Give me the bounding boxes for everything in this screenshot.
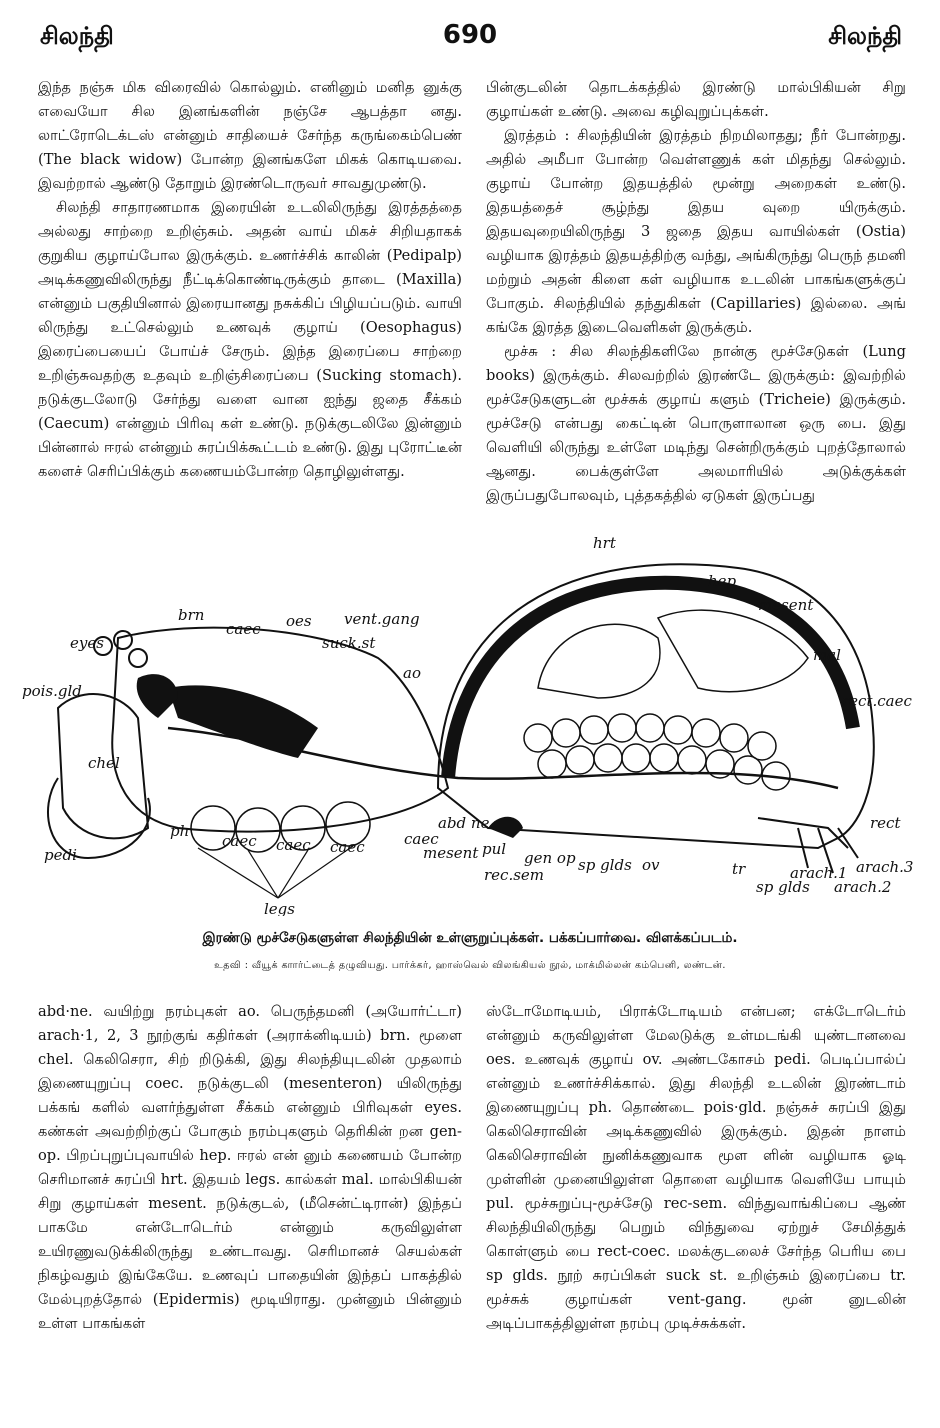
legend-text-left: abd·ne. வயிற்று நரம்புகள் ao. பெருந்தமனி (அயோர்ட்டா) arach·1, 2, 3 நூற்குங் கதிர்கள் (அராக்னிடியம்) brn. மூளை chel. கெலிசெரா, சிற் றிடுக்கி, இது சிலந்தியுடலின் முதலாம் இணையுறுப்பு coec. நடுக்குடலி (mesenteron) யிலிருந்து பக்கங் களில் வளர்ந்துள்ள சீக்கம் என்னும் பிரிவுகள் eyes. கண்கள் அவற்றிற்குப் போகும் நரம்புகளும் தெரிகின் றன gen-op. பிறப்புறுப்புவாயில் hep. ஈரல் என் னும் கணையம் போன்ற செரிமானச் சுரப்பி hrt. இதயம் legs. கால்கள் mal. மால்பிகியன் சிறு குழாய்கள் mesent. நடுக்குடல், (மீசென்ட்டிரான்) இந்தப் பாகமே என்டோடெர்ம் என்னும் கருவிலுள்ள உயிரணுவடுக்கிலிருந்து உண்டாவது. செரிமானச் செயல்கள் நிகழ்வதும் இங்கேயே. உணவுப் பாதையின் இந்தப் பாகத்தில் மேல்புறத்தோல் (Epidermis) மூடியிராது. முன்னும் பின்னும் உள்ள பாகங்கள்	[38, 1003, 462, 1332]
label-suck-st: suck.st	[322, 634, 376, 652]
label-ov: ov	[642, 856, 660, 874]
label-hep: hep	[708, 572, 737, 590]
legend-column-right	[486, 1000, 906, 1336]
label-caec-4: caec	[404, 830, 439, 848]
label-rect: rect	[870, 814, 901, 832]
label-pedi: pedi	[44, 846, 77, 864]
label-rec-sem: rec.sem	[484, 866, 545, 884]
running-header-left: சிலந்தி	[40, 22, 114, 50]
label-caec-3: caec	[330, 838, 365, 856]
label-tr: tr	[732, 860, 746, 878]
column-top-right	[486, 76, 906, 508]
paragraph-feeding: சிலந்தி சாதாரணமாக இரையின் உடலிலிருந்து இரத்தத்தை அல்லது சாற்றை உறிஞ்சும். அதன் வாய் மிகச் சிறியதாகக் குறுகிய குழாய்போல இருக்கும். உணர்ச்சிக் காலின் (Pedipalp) அடிக்கணுவிலிருந்து நீட்டிக்கொண்டிருக்கும் தாடை (Maxilla) என்னும் பகுதியினால் இரையானது நசுக்கிப் பிழியப்படும். வாயி லிருந்து உட்செல்லும் உணவுக் குழாய் (Oesophagus) இரைப்பையைப் போய்ச் சேரும். இந்த இரைப்பை சாற்றை உறிஞ்சுவதற்கு உதவும் உறிஞ்சிரைப்பை (Sucking stomach). நடுக்குடலோடு சேர்ந்து வளை வான ஐந்து ஜதை சீக்கம் (Caecum) என்னும் பிரிவு கள் உண்டு. நடுக்குடலிலே இன்னும் பின்னால் ஈரல் என்னும் சுரப்பிக்கூட்டம் உண்டு. இது புரோட்டீன் களைச் செரிப்பிக்கும் கணையம்போன்ற தொழிலுள்ளது.	[38, 199, 462, 480]
label-abd-ne: abd ne	[438, 814, 490, 832]
paragraph-respiration: மூச்சு : சில சிலந்திகளிலே நான்கு மூச்சேடுகள் (Lung books) இருக்கும். சிலவற்றில் இரண்டே இருக்கும்: இவற்றில் மூச்சேடுகளுடன் மூச்சுக் குழாய் களும் (Tricheie) இருக்கும். மூச்சேடு என்பது கைட்டின் பொருளாலான ஒரு பை. இது வெளியி லிருந்து உள்ளே மடிந்து சென்றிருக்கும் புறத்தோலால் ஆனது. பைக்குள்ளே அலமாரியில் அடுக்குக்கள் இருப்பதுபோலவும், புத்தகத்தில் ஏடுகள் இருப்பது	[486, 343, 906, 504]
label-pois-gld: pois.gld	[22, 682, 82, 700]
label-caec-2: caec	[276, 836, 311, 854]
label-sp-glds-1: sp glds	[578, 856, 632, 874]
label-legs: legs	[264, 900, 295, 916]
label-sp-glds-2: sp glds	[756, 878, 810, 896]
label-vent-gang: vent.gang	[344, 610, 420, 628]
label-arach1: arach.1	[790, 864, 848, 882]
label-gen-op: gen op	[524, 849, 576, 867]
label-ph: ph	[170, 822, 190, 840]
running-header-right: சிலந்தி	[828, 22, 902, 50]
label-caec-1: caec	[222, 832, 257, 850]
label-mesent-low: mesent	[423, 844, 479, 862]
label-mesent-top: mesent	[758, 596, 814, 614]
label-rect-caec: rect.caec	[842, 692, 912, 710]
label-caec-top: caec	[226, 620, 261, 638]
spider-anatomy-diagram	[18, 528, 924, 916]
label-ao: ao	[403, 664, 421, 682]
paragraph-venom: இந்த நஞ்சு மிக விரைவில் கொல்லும். எனினும் மனித னுக்கு எவையோ சில இனங்களின் நஞ்சே ஆபத்தா னது. லாட்ரோடெக்டஸ் என்னும் சாதியைச் சேர்ந்த கருங்கைம்பெண் (The black widow) போன்ற இனங்களே மிகக் கொடியவை. இவற்றால் ஆண்டு தோறும் இரண்டொருவர் சாவதுமுண்டு.	[38, 79, 462, 192]
label-brn: brn	[178, 606, 205, 624]
paragraph-blood: இரத்தம் : சிலந்தியின் இரத்தம் நிறமிலாதது; நீர் போன்றது. அதில் அமீபா போன்ற வெள்ளணுக் கள் மிதந்து செல்லும். குழாய் போன்ற இதயத்தில் மூன்று அறைகள் உண்டு. இதயத்தைச் சூழ்ந்து இதய வுறை யிருக்கும். இதயவுறையிலிருந்து 3 ஜதை இதய வாயில்கள் (Ostia) வழியாக இரத்தம் இதயத்திற்கு வந்து, அங்கிருந்து பெருந் தமனி மற்றும் அதன் கிளை கள் வழியாக உடலின் பாகங்களுக்குப் போகும். சிலந்தியில் தந்துகிகள் (Capillaries) இல்லை. அங் கங்கே இரத்த இடைவெளிகள் இருக்கும்.	[486, 127, 906, 336]
figure-credit: உதவி : வீயூக் காார்ட்டைத் தழுவியது. பார்க்கர், ஹாஸ்வெல் விலங்கியல் நூல், மாக்மில்லன் கம்பெனி, லண்டன்.	[214, 960, 726, 971]
label-hrt: hrt	[593, 534, 616, 552]
label-arach2: arach.2	[834, 878, 892, 896]
label-pul: pul	[482, 840, 507, 858]
label-chel: chel	[88, 754, 120, 772]
label-arach3: arach.3	[856, 858, 914, 876]
legend-text-right: ஸ்டோமோடியம், பிராக்டோடியம் என்பன; எக்டோடெர்ம் என்னும் கருவிலுள்ள மேலடுக்கு உள்மடங்கி யுண்டானவை oes. உணவுக் குழாய் ov. அண்டகோசம் pedi. பெடிப்பால்ப் என்னும் உணர்ச்சிக்கால். இது சிலந்தி உடலின் இரண்டாம் இணையுறுப்பு ph. தொண்டை pois·gld. நஞ்சுச் சுரப்பி இது கெலிசெராவின் அடிக்கணுவில் இருக்கும். இதன் நாளம் கெலிசெராவின் நுனிக்கணுவாக மூள ளின் வழியாக ஓடி முள்ளின் முனையிலுள்ள தொளை வழியாக வெளியே பாயும் pul. மூச்சுறுப்பு-மூச்சேடு rec-sem. விந்துவாங்கிப்பை ஆண் சிலந்தியிலிருந்து பெறும் விந்துவை ஏற்றுச் சேமித்துக் கொள்ளும் பை rect-coec. மலக்குடலைச் சேர்ந்த பெரிய பை sp glds. நூற் சுரப்பிகள் suck st. உறிஞ்சும் இரைப்பை tr. மூச்சுக் குழாய்கள் vent-gang. மூன் னுடலின் அடிப்பாகத்திலுள்ள நரம்பு முடிச்சுக்கள்.	[486, 1003, 906, 1332]
column-top-left	[38, 76, 462, 484]
label-eyes: eyes	[70, 634, 104, 652]
label-mal: mal	[813, 646, 841, 664]
figure-caption: இரண்டு மூச்சேடுகளுள்ள சிலந்தியின் உள்ளுறுப்புக்கள். பக்கப்பார்வை. விளக்கப்படம்.	[202, 930, 738, 946]
paragraph-hindgut: பின்குடலின் தொடக்கத்தில் இரண்டு மால்பிகியன் சிறு குழாய்கள் உண்டு. அவை கழிவுறுப்புக்கள்.	[486, 79, 906, 120]
page-number: 690	[442, 20, 498, 50]
label-oes: oes	[286, 612, 312, 630]
legend-column-left	[38, 1000, 462, 1336]
